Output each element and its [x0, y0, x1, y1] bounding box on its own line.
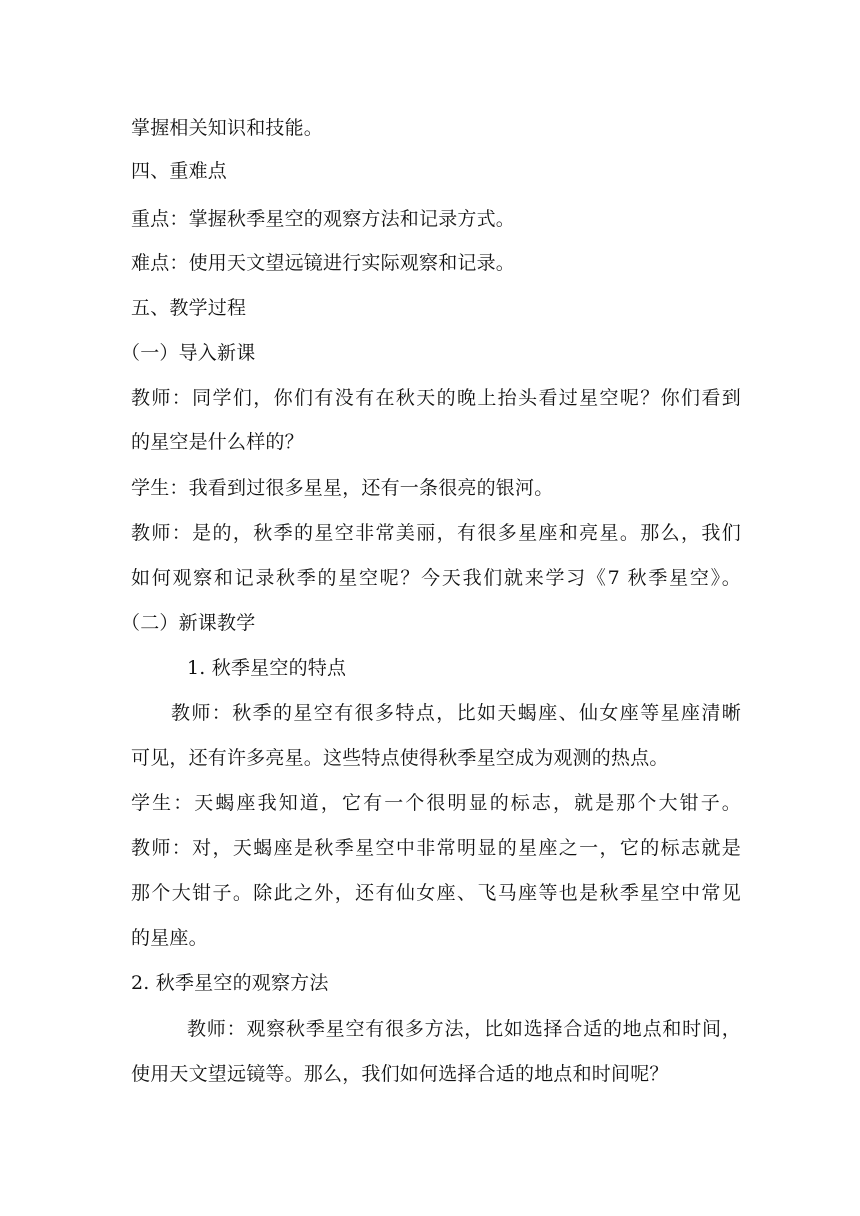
paragraph-line: 教师：是的，秋季的星空非常美丽，有很多星座和亮星。那么，我们 [131, 522, 741, 544]
item-heading: 2. 秋季星空的观察方法 [131, 972, 329, 994]
subsection-heading: （一）导入新课 [121, 342, 256, 364]
paragraph-line: 学生：我看到过很多星星，还有一条很亮的银河。 [131, 477, 554, 499]
paragraph-line: 难点：使用天文望远镜进行实际观察和记录。 [131, 252, 516, 274]
paragraph-line: 重点：掌握秋季星空的观察方法和记录方式。 [131, 208, 516, 230]
paragraph-line: 教师：秋季的星空有很多特点，比如天蝎座、仙女座等星座清晰 [171, 702, 741, 724]
section-heading: 四、重难点 [131, 160, 228, 182]
paragraph-line: 那个大钳子。除此之外，还有仙女座、飞马座等也是秋季星空中常见 [131, 882, 741, 904]
paragraph-line: 教师：对，天蝎座是秋季星空中非常明显的星座之一，它的标志就是 [131, 837, 741, 859]
paragraph-line: 使用天文望远镜等。那么，我们如何选择合适的地点和时间呢？ [131, 1063, 669, 1085]
paragraph-line: 的星空是什么样的？ [131, 431, 304, 453]
paragraph-line: 可见，还有许多亮星。这些特点使得秋季星空成为观测的热点。 [131, 747, 669, 769]
item-heading: 1. 秋季星空的特点 [187, 657, 347, 679]
paragraph-line: 掌握相关知识和技能。 [131, 117, 324, 139]
paragraph-line: 如何观察和记录秋季的星空呢？今天我们就来学习《7 秋季星空》。 [131, 567, 741, 589]
paragraph-line: 学生：天蝎座我知道，它有一个很明显的标志，就是那个大钳子。 [131, 792, 741, 814]
paragraph-line: 教师：同学们，你们有没有在秋天的晚上抬头看过星空呢？你们看到 [131, 387, 741, 409]
paragraph-line: 的星座。 [131, 927, 208, 949]
section-heading: 五、教学过程 [131, 297, 247, 319]
paragraph-line: 教师：观察秋季星空有很多方法，比如选择合适的地点和时间， [187, 1018, 741, 1040]
subsection-heading: （二）新课教学 [121, 612, 256, 634]
